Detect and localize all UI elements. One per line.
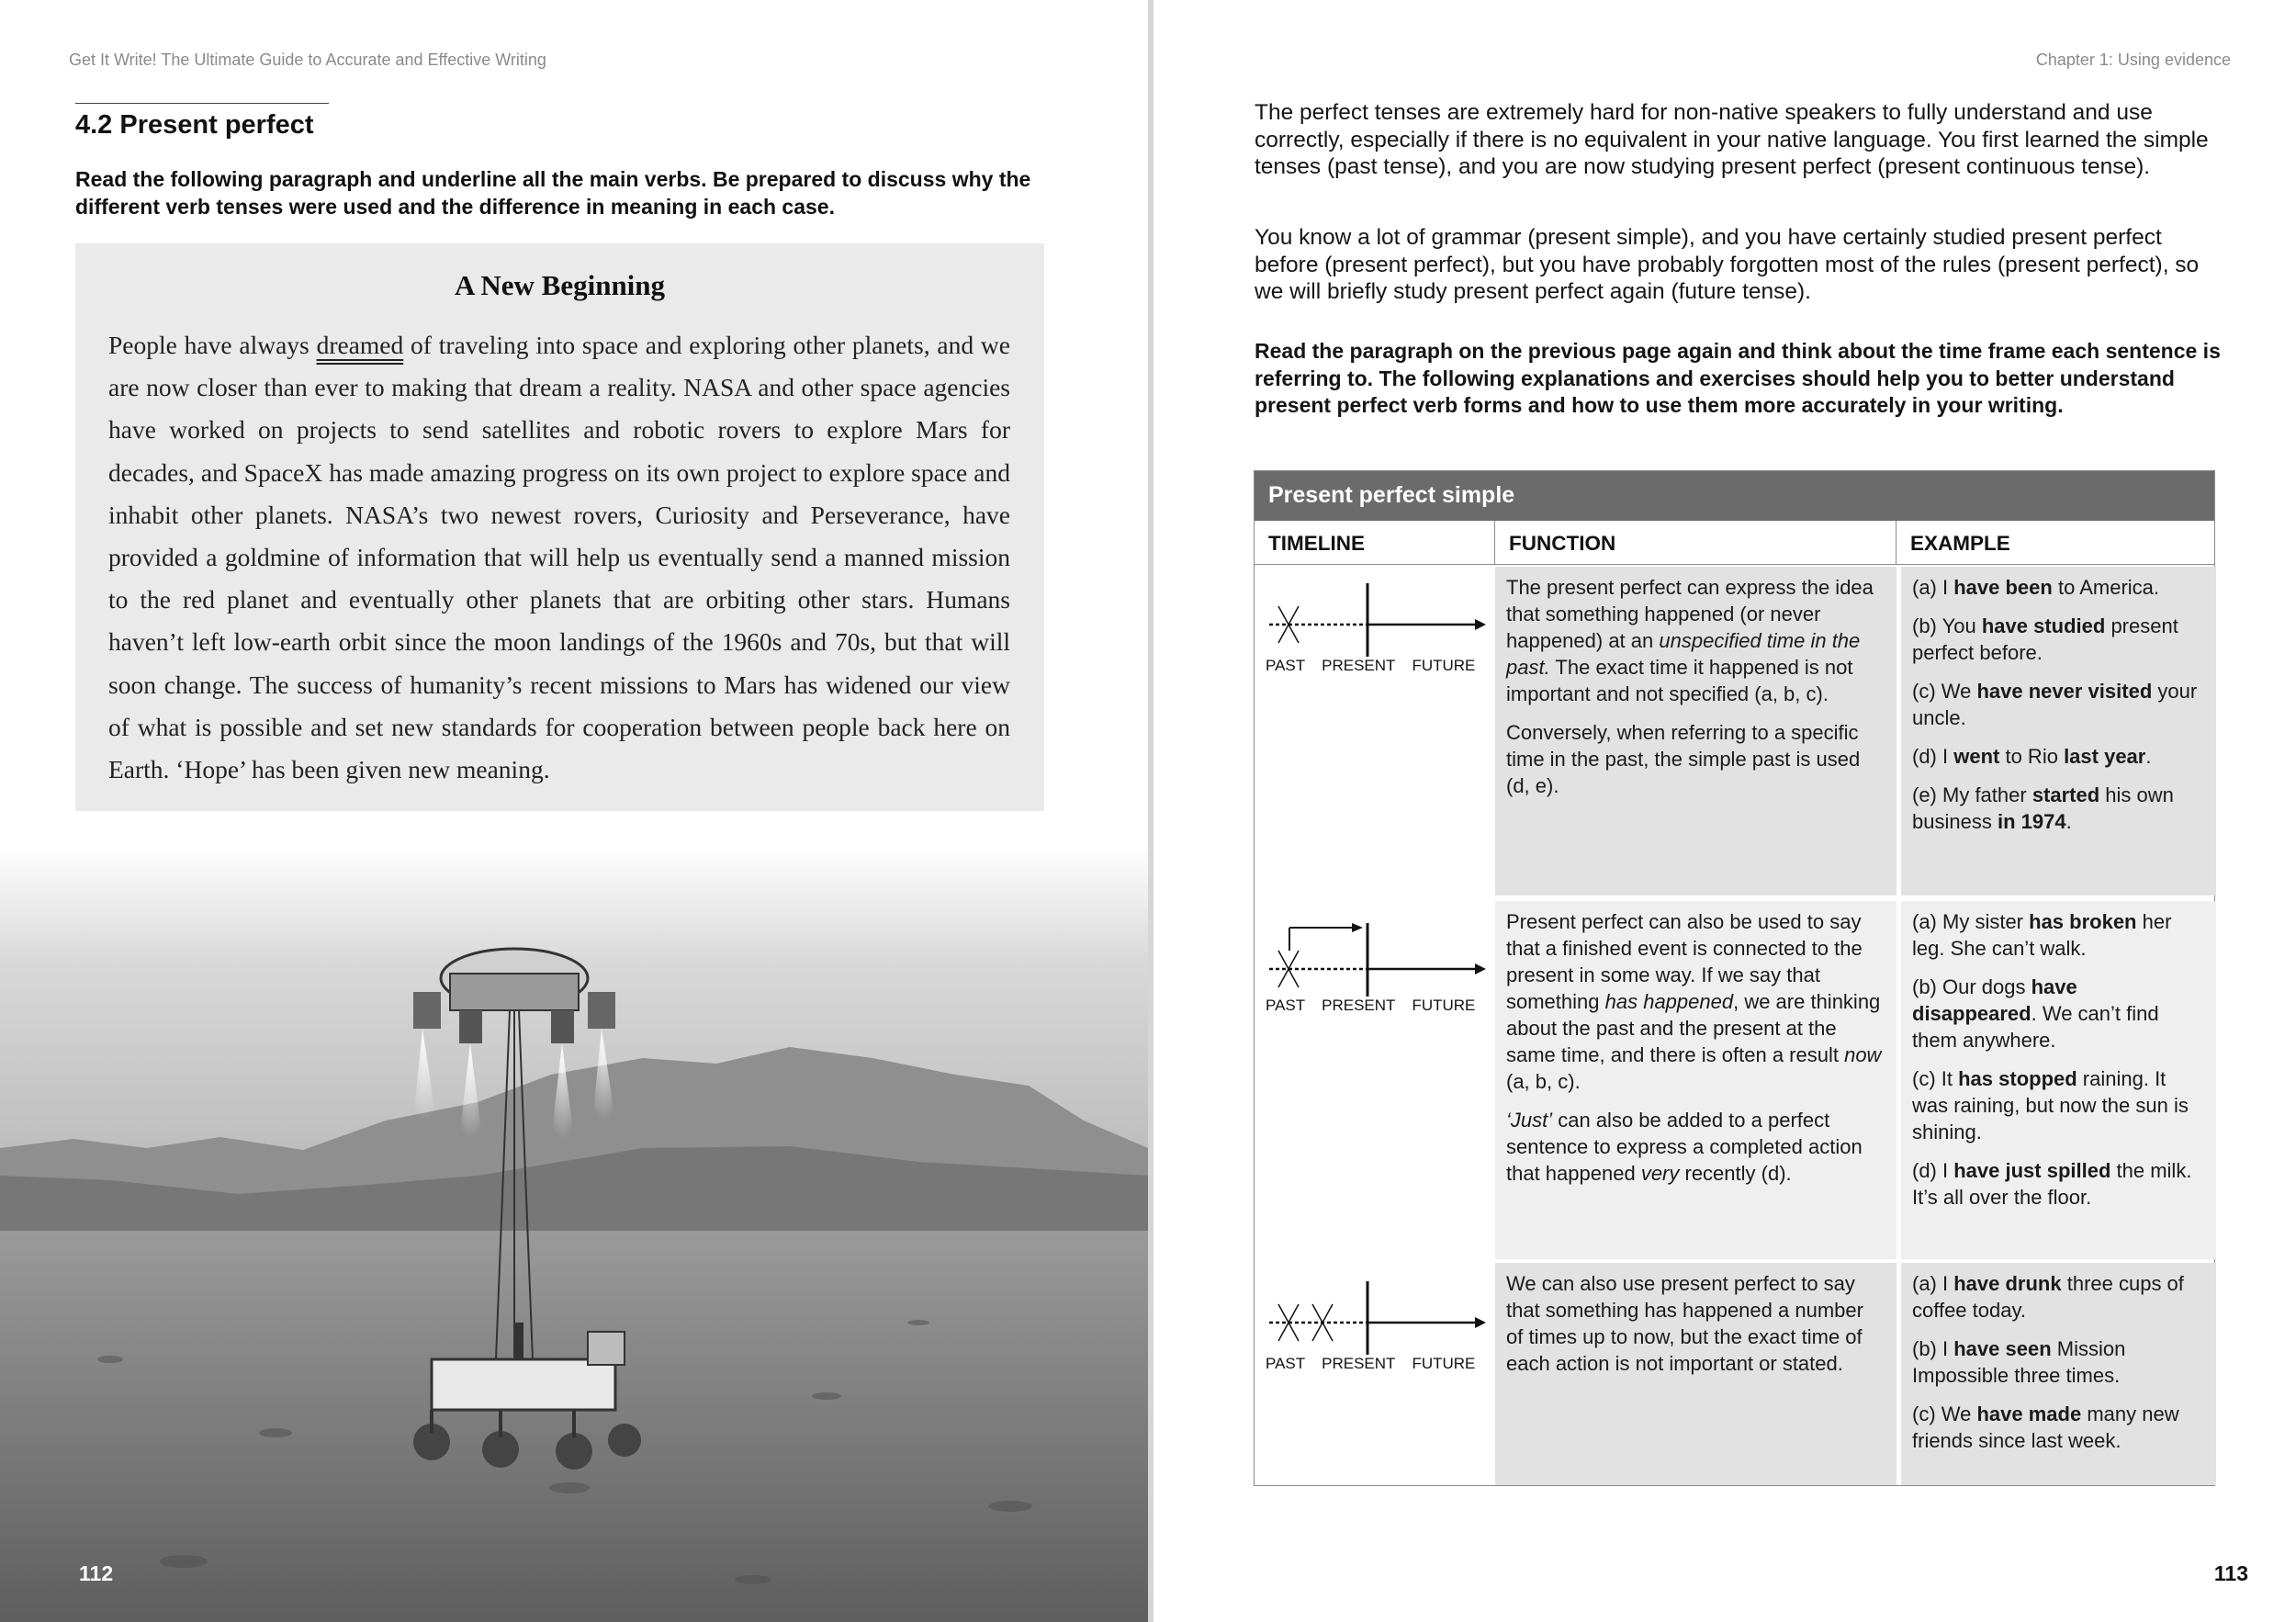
- function-paragraph: We can also use present perfect to say that something has happened a number of times up to now, but the exact time of each action is not important or stated.: [1506, 1272, 1863, 1375]
- label-past: PAST: [1266, 997, 1306, 1014]
- label-present: PRESENT: [1322, 997, 1396, 1014]
- example-cell: [1901, 1263, 2216, 1485]
- reading-text-rest: of traveling into space and exploring other planets, and we are now closer than ever to making that dream a reality. NASA and other space agencies have worked on projects to send satellites and robotic rovers to explore Mars for decades, and SpaceX has made amazing progress on its own project to explore space and inhabit other planets. NASA’s two newest rovers, Curiosity and Perseverance, have provided a goldmine of information that will help us eventually send a manned mission to the red planet and eventually other planets that are orbiting other stars. Humans haven’t left low-earth orbit since the moon landings of the 1960s and 70s, but that will soon change. The success of humanity’s recent missions to Mars has widened our view of what is possible and set new standards for cooperation between people back here on Earth. ‘Hope’ has been given new meaning.: [108, 331, 1010, 784]
- instructions: Read the following paragraph and underline all the main verbs. Be prepared to discuss why the different verb tenses were used and the difference in meaning in each case.: [75, 167, 1031, 219]
- timeline-diagram-3: [1262, 1272, 1487, 1372]
- function-cell: [1495, 1263, 1896, 1485]
- section-rule: [75, 103, 329, 104]
- reading-title: A New Beginning: [454, 269, 666, 301]
- example-item: (b) You have studied present perfect before.: [1912, 614, 2178, 664]
- column-header-function: FUNCTION: [1495, 521, 1896, 565]
- example-item: (a) I have drunk three cups of coffee today.: [1912, 1272, 2184, 1322]
- function-cell: [1495, 567, 1896, 895]
- example-cell: [1901, 567, 2216, 895]
- present-perfect-table: [1254, 470, 2215, 1486]
- function-paragraph: Present perfect can also be used to say that a finished event is connected to the present in some way. If we say that something has happened, we are thinking about the past and the present at the same time, and there is often a result now (a, b, c).: [1506, 910, 1882, 1093]
- timeline-diagram-1: [1262, 574, 1487, 674]
- label-future: FUTURE: [1412, 1355, 1476, 1372]
- timeline-labels: [1266, 1355, 1491, 1373]
- label-present: PRESENT: [1322, 657, 1396, 674]
- column-header-timeline: TIMELINE: [1255, 521, 1495, 565]
- example-item: (e) My father started his own business in 1974.: [1912, 783, 2174, 833]
- timeline-labels: [1266, 657, 1491, 675]
- example-item: (d) I went to Rio last year.: [1912, 745, 2152, 768]
- section-title: 4.2 Present perfect: [75, 110, 314, 140]
- task-instructions: Read the paragraph on the previous page again and think about the time frame each sentence is referring to. The following explanations and exercises should help you to better understand present perfect verb forms and how to use them more accurately in your writing.: [1255, 339, 2221, 417]
- reading-text: [108, 324, 1010, 791]
- function-cell: [1495, 901, 1896, 1259]
- label-future: FUTURE: [1412, 997, 1476, 1014]
- table-title: Present perfect simple: [1255, 471, 2214, 521]
- example-item: (c) We have never visited your uncle.: [1912, 680, 2198, 729]
- label-past: PAST: [1266, 657, 1306, 674]
- reading-box: [75, 243, 1044, 811]
- label-past: PAST: [1266, 1355, 1306, 1372]
- mars-rover-skycrane-photo: [0, 845, 1148, 1622]
- timeline-labels: [1266, 997, 1491, 1015]
- right-page: [1154, 0, 2296, 1622]
- label-present: PRESENT: [1322, 1355, 1396, 1372]
- reading-text-start: People have always: [108, 331, 317, 359]
- underlined-verb: dreamed: [316, 331, 404, 359]
- intro-paragraph-2: You know a lot of grammar (present simple), and you have certainly studied present perfect before (present perfect), but you have probably forgotten most of the rules (present perfect), so we will briefly study present perfect again (future tense).: [1255, 225, 2200, 304]
- running-head-left: Get It Write! The Ultimate Guide to Accurate and Effective Writing: [69, 51, 546, 69]
- function-paragraph: ‘Just’ can also be added to a perfect sentence to express a completed action that happened very recently (d).: [1506, 1109, 1863, 1185]
- example-item: (b) I have seen Mission Impossible three times.: [1912, 1337, 2126, 1387]
- example-item: (d) I have just spilled the milk. It’s all over the floor.: [1912, 1159, 2192, 1209]
- function-paragraph: Conversely, when referring to a specific time in the past, the simple past is used (d, e).: [1506, 721, 1861, 797]
- page-number-left: 112: [79, 1561, 114, 1585]
- example-item: (b) Our dogs have disappeared. We can’t find them anywhere.: [1912, 975, 2159, 1052]
- intro-paragraph-1: The perfect tenses are extremely hard for non-native speakers to fully understand and use correctly, especially if there is no equivalent in your native language. You first learned the simple tenses (past tense), and you are now studying present perfect (present continuous tense).: [1255, 100, 2209, 179]
- example-cell: [1901, 901, 2216, 1259]
- example-item: (a) I have been to America.: [1912, 576, 2159, 599]
- column-header-example: EXAMPLE: [1896, 521, 2214, 565]
- example-item: (c) It has stopped raining. It was raining, but now the sun is shining.: [1912, 1067, 2189, 1143]
- label-future: FUTURE: [1412, 657, 1476, 674]
- running-head-right: Chapter 1: Using evidence: [2035, 51, 2231, 69]
- page-number-right: 113: [2213, 1561, 2248, 1585]
- function-paragraph: The present perfect can express the idea that something happened (or never happened) at an unspecified time in the past. The exact time it happened is not important and not specified (a, b, c).: [1506, 576, 1874, 705]
- example-item: (c) We have made many new friends since last week.: [1912, 1402, 2179, 1452]
- example-item: (a) My sister has broken her leg. She can’t walk.: [1912, 910, 2172, 960]
- timeline-diagram-2: [1262, 914, 1487, 1014]
